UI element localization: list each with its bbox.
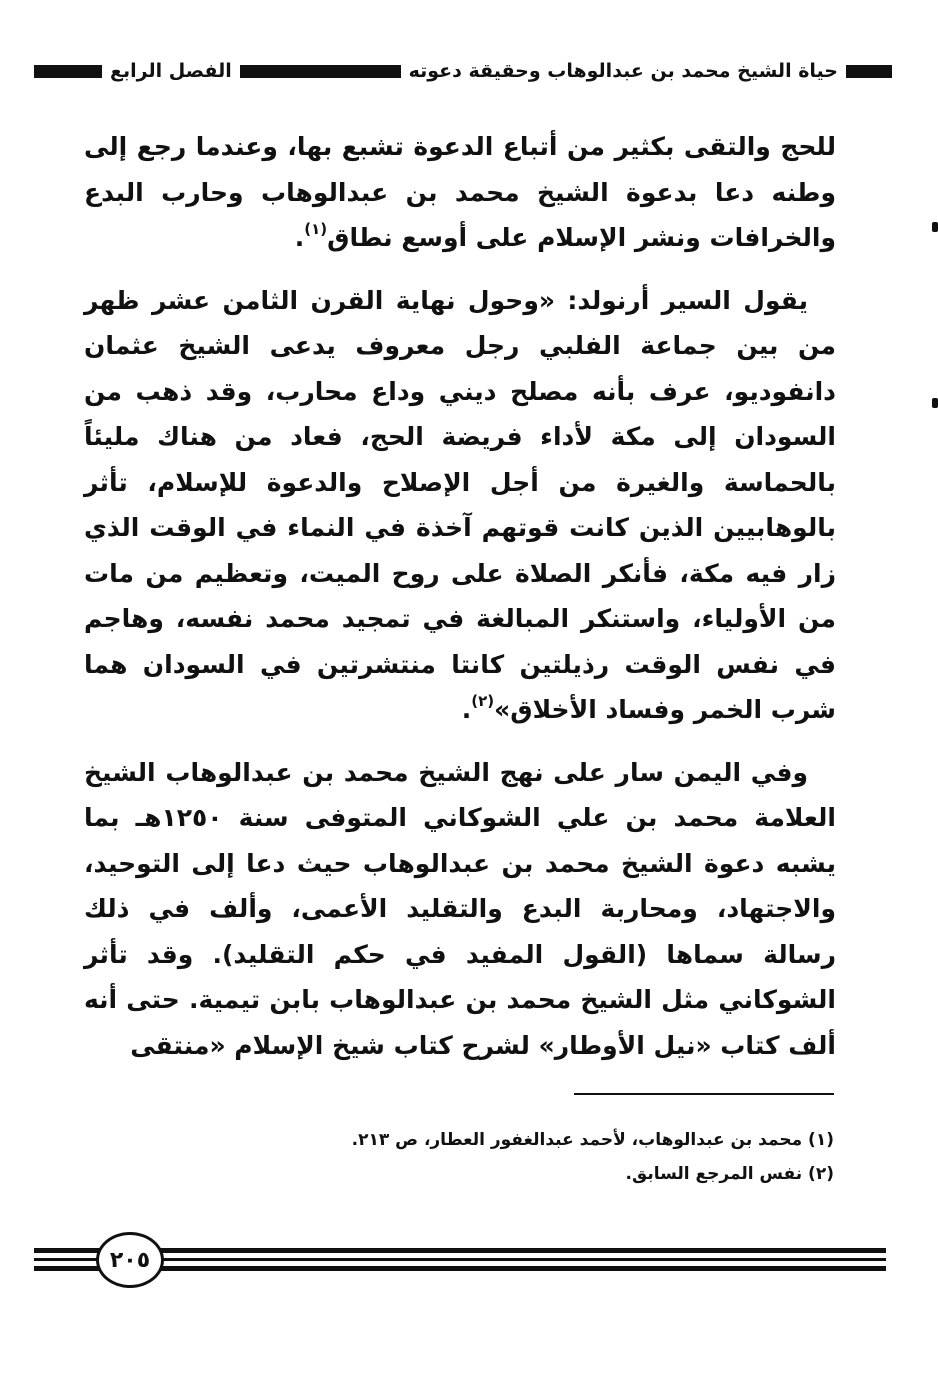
header-book-title: حياة الشيخ محمد بن عبدالوهاب وحقيقة دعوته <box>408 60 838 82</box>
paragraph-2-end: . <box>461 695 472 724</box>
header-bar-right <box>846 65 892 78</box>
footnote-ref-1: (١) <box>304 220 328 238</box>
footnote-separator <box>574 1093 834 1095</box>
paragraph-1 <box>84 124 836 261</box>
footnotes <box>200 1123 834 1191</box>
footnote-1: (١) محمد بن عبدالوهاب، لأحمد عبدالغفور العطار، ص ٢١٣. <box>351 1130 834 1150</box>
main-text <box>84 124 836 1085</box>
paragraph-1-end: . <box>294 223 305 252</box>
paragraph-3-text: وفي اليمن سار على نهج الشيخ محمد بن عبدالوهاب الشيخ العلامة محمد بن علي الشوكاني المتوفى سنة ١٢٥٠هـ بما يشبه دعوة الشيخ محمد بن عبدالوهاب حيث دعا إلى التوحيد، والاجتهاد، ومحاربة البدع والتقليد الأعمى، وألف في ذلك رسالة سماها (القول المفيد في حكم التقليد). وقد تأثر الشوكاني مثل الشيخ محمد بن عبدالوهاب بابن تيمية. حتى أنه ألف كتاب «نيل الأوطار» لشرح كتاب شيخ الإسلام «منتقى <box>84 757 836 1060</box>
footnote-ref-2: (٢) <box>471 692 495 710</box>
header-chapter: الفصل الرابع <box>110 60 232 82</box>
header-bar-middle <box>240 65 401 78</box>
page-number: ٢٠٥ <box>96 1232 164 1288</box>
edge-mark-top <box>932 222 938 232</box>
paragraph-1-text: للحج والتقى بكثير من أتباع الدعوة تشبع بها، وعندما رجع إلى وطنه دعا بدعوة الشيخ محمد بن عبدالوهاب وحارب البدع والخرافات ونشر الإسلام على أوسع نطاق <box>84 132 836 252</box>
paragraph-2 <box>84 278 836 733</box>
edge-mark-middle <box>932 398 938 408</box>
header-bar-left <box>34 65 102 78</box>
paragraph-3 <box>84 750 836 1069</box>
running-header <box>34 56 892 86</box>
paragraph-2-text: يقول السير أرنولد: «وحول نهاية القرن الثامن عشر ظهر من بين جماعة الفلبي رجل معروف يدعى الشيخ عثمان دانفوديو، عرف بأنه مصلح ديني وداع محارب، وقد ذهب من السودان إلى مكة لأداء فريضة الحج، فعاد من هناك مليئاً بالحماسة والغيرة من أجل الإصلاح والدعوة للإسلام، تأثر بالوهابيين الذين كانت قوتهم آخذة في النماء في الوقت الذي زار فيه مكة، فأنكر الصلاة على روح الميت، وتعظيم من مات من الأولياء، واستنكر المبالغة في تمجيد محمد نفسه، وهاجم في نفس الوقت رذيلتين كانتا منتشرتين في السودان هما شرب الخمر وفساد الأخلاق» <box>84 285 836 724</box>
footnote-2: (٢) نفس المرجع السابق. <box>625 1164 834 1184</box>
